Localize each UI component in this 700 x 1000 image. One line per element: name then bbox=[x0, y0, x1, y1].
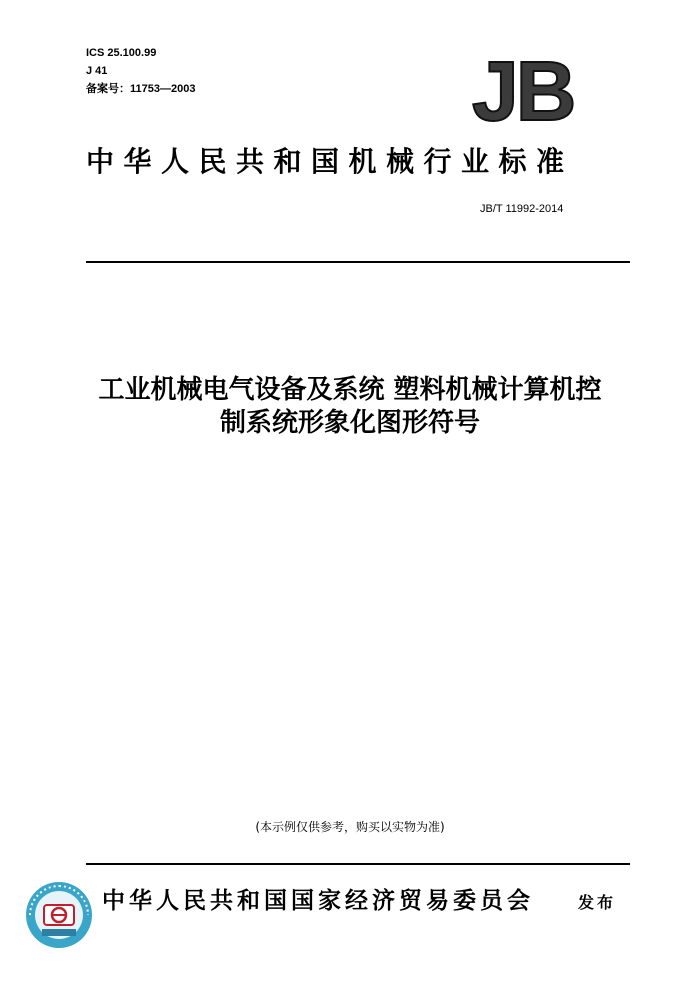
publish-label: 发布 bbox=[578, 893, 617, 912]
jb-logo bbox=[470, 50, 600, 130]
record-number: 备案号：11753—2003 bbox=[86, 83, 196, 95]
certification-seal-icon bbox=[24, 880, 94, 950]
category-code: J 41 bbox=[86, 65, 108, 77]
document-title-line-2: 制系统形象化图形符号 bbox=[219, 408, 480, 438]
jb-logo-text: JB bbox=[472, 50, 574, 130]
standard-code: JB/T 11992-2014 bbox=[480, 203, 564, 215]
sample-note: (本示例仅供参考，购买以实物为准) bbox=[255, 820, 445, 834]
top-divider bbox=[86, 261, 630, 263]
bottom-divider bbox=[86, 863, 630, 865]
standard-metadata bbox=[86, 44, 195, 98]
ics-code: ICS 25.100.99 bbox=[86, 47, 157, 59]
document-title-line-1: 工业机械电气设备及系统 塑料机械计算机控 bbox=[98, 375, 602, 405]
organization-title: 中华人民共和国机械行业标准 bbox=[86, 145, 574, 178]
issuer-name: 中华人民共和国国家经济贸易委员会 bbox=[102, 888, 534, 914]
